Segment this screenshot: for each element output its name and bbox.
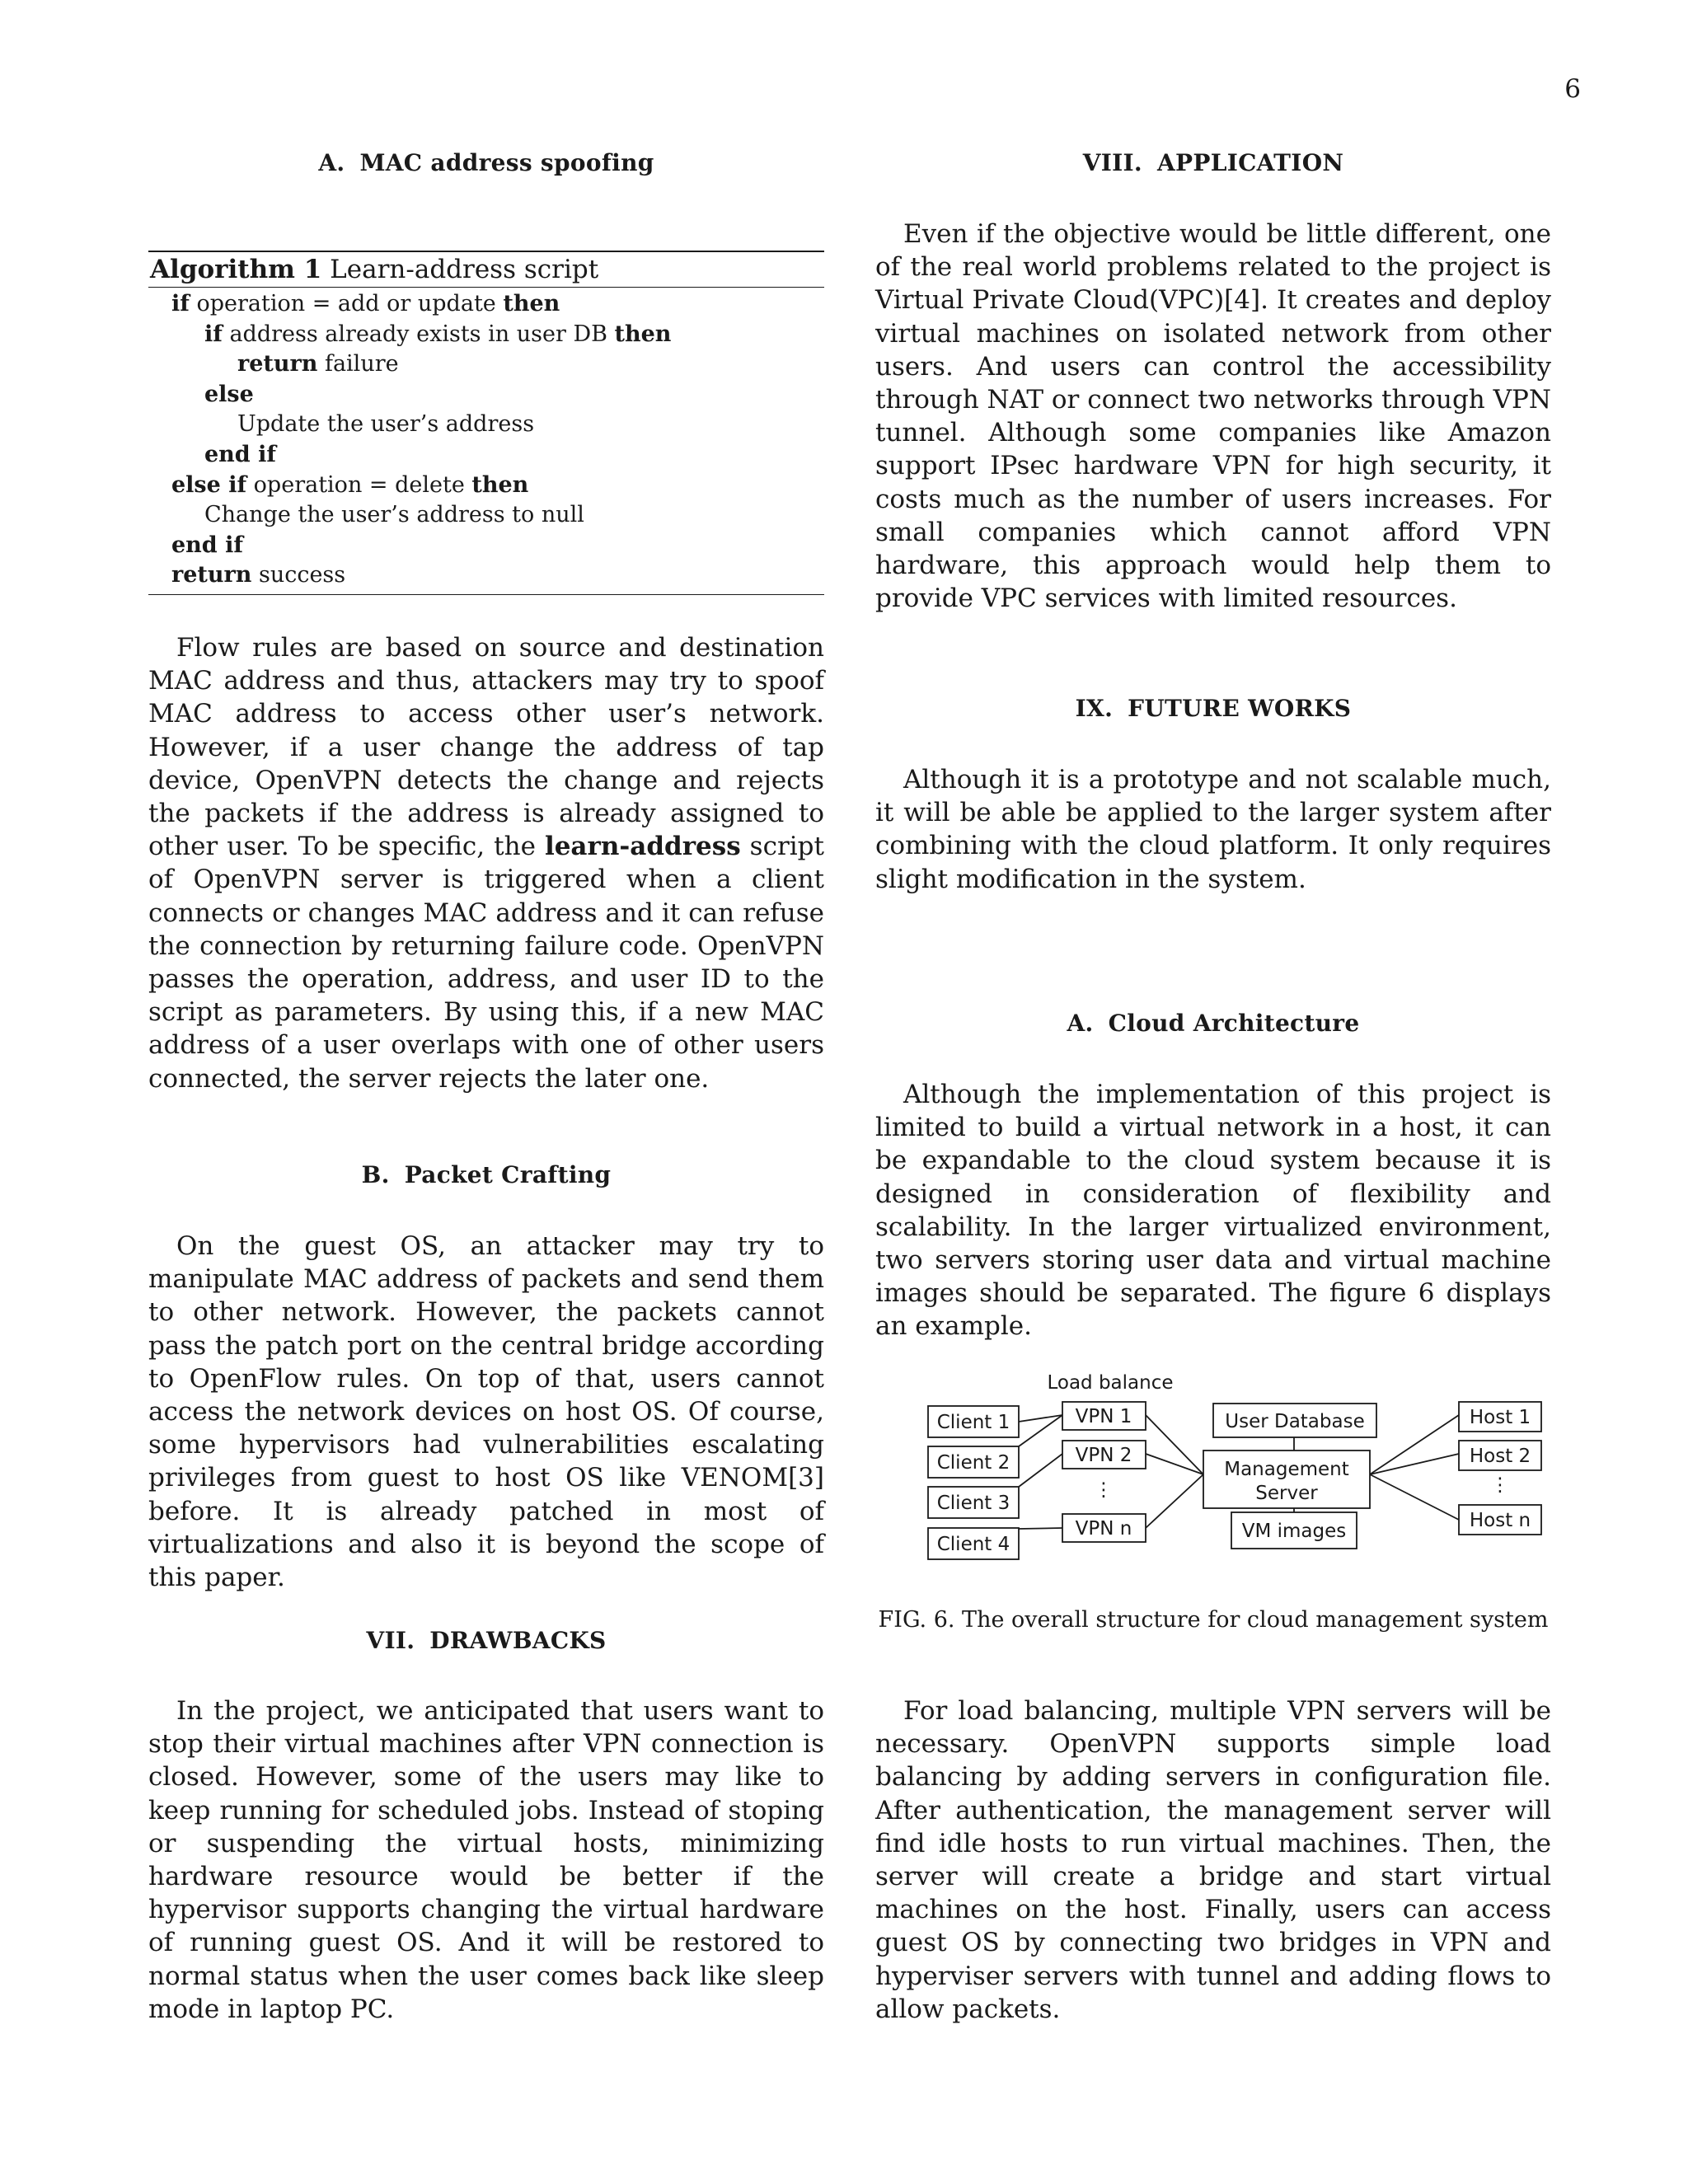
section-number: B.	[361, 1161, 390, 1188]
paragraph-future-works: Although it is a prototype and not scalable much, it will be able be applied to the larger system after combining with the cloud platform. It only requires slight modification in the system.	[875, 765, 1551, 894]
code-text: success	[251, 562, 346, 588]
vpn-ellipsis: ⋮	[1094, 1479, 1114, 1501]
algorithm-line	[148, 500, 824, 531]
keyword: else	[204, 381, 254, 407]
paragraph-text: script of OpenVPN server is triggered when a client connects or changes MAC address and it can refuse the connection by returning failure code. OpenVPN passes the operation, address, and user ID to the script as parameters. By using this, if a new MAC address of a user overlaps with one of other users connected, the server rejects the later one.	[148, 832, 824, 1094]
keyword: if	[204, 321, 223, 347]
code-text: operation = delete	[246, 471, 472, 498]
section-number: VII.	[366, 1627, 415, 1654]
paragraph-flow-rules	[148, 631, 824, 1095]
section-number: A.	[318, 149, 345, 176]
host-label: Host n	[1469, 1510, 1531, 1531]
algorithm-line	[148, 349, 824, 380]
section-heading-mac-spoofing	[148, 149, 824, 176]
algorithm-line	[148, 440, 824, 471]
keyword: then	[471, 471, 529, 498]
vm-images-label: VM images	[1241, 1521, 1347, 1542]
user-database-label: User Database	[1225, 1411, 1365, 1432]
client-label: Client 4	[936, 1534, 1010, 1555]
paragraph-text: Flow rules are based on source and destination MAC address and thus, attackers may try to spoof MAC address to access other user’s network. However, if a user change the address of tap device, OpenVPN detects the change and rejects the packets if the address is already assigned to other user. To be specific, the	[148, 633, 824, 862]
algorithm-box	[148, 251, 824, 595]
keyword: then	[614, 321, 672, 347]
management-server-label: Server	[1255, 1483, 1318, 1504]
page-number: 6	[1564, 74, 1581, 104]
paragraph-cloud-architecture: Although the implementation of this project is limited to build a virtual network in a host, it can be expandable to the cloud system because it is designed in consideration of flexibility and scalability. In the larger virtualized environment, two servers storing user data and virtual machine images should be separated. The figure 6 displays an example.	[875, 1080, 1551, 1342]
section-title: APPLICATION	[1156, 149, 1344, 176]
client-label: Client 3	[936, 1493, 1010, 1514]
algorithm-line	[148, 560, 824, 591]
code-text: Change the user’s address to null	[204, 502, 584, 528]
section-heading-application	[875, 149, 1551, 176]
keyword: else if	[171, 471, 247, 498]
keyword: end if	[204, 441, 276, 467]
cloud-management-diagram	[900, 1364, 1576, 1570]
vpn-label: VPN 1	[1075, 1406, 1132, 1427]
host-ellipsis: ⋮	[1490, 1474, 1510, 1496]
code-text: operation = add or update	[189, 291, 504, 316]
section-heading-cloud-architecture	[875, 1010, 1551, 1037]
management-server-label: Management	[1224, 1459, 1349, 1480]
host-label: Host 2	[1469, 1446, 1531, 1467]
section-title: Packet Crafting	[404, 1161, 612, 1188]
paragraph-application: Even if the objective would be little different, one of the real world problems related to the project is Virtual Private Cloud(VPC)[4]. It creates and deploy virtual machines on isolated network from other users. And users can control the accessibility through NAT or connect two networks through VPN tunnel. Although some companies like Amazon support IPsec hardware VPN for high security, it costs much as the number of users increases. For small companies which cannot afford VPN hardware, this approach would help them to provide VPC services with limited resources.	[875, 219, 1551, 614]
section-heading-packet-crafting	[148, 1161, 824, 1188]
section-heading-drawbacks	[148, 1627, 824, 1654]
algorithm-line	[148, 531, 824, 561]
client-label: Client 2	[936, 1452, 1010, 1474]
algorithm-line	[148, 320, 824, 350]
algorithm-line	[148, 471, 824, 501]
paragraph-bold-term: learn-address	[544, 832, 741, 862]
keyword: return	[171, 562, 252, 588]
code-text: address already exists in user DB	[222, 321, 615, 347]
figure-caption: FIG. 6. The overall structure for cloud management system	[878, 1607, 1549, 1633]
algorithm-line	[148, 289, 824, 320]
section-title: Cloud Architecture	[1108, 1010, 1360, 1037]
client-label: Client 1	[936, 1412, 1010, 1433]
paragraph-drawbacks: In the project, we anticipated that users want to stop their virtual machines after VPN connection is closed. However, some of the users may like to keep running for scheduled jobs. Instead of stoping or suspending the virtual hosts, minimizing hardware resource would be better if the hypervisor supports changing the virtual hardware of running guest OS. And it will be restored to normal status when the user comes back like sleep mode in laptop PC.	[148, 1696, 824, 2024]
keyword: then	[503, 291, 560, 316]
section-title: MAC address spoofing	[359, 149, 654, 176]
load-balance-label: Load balance	[1047, 1372, 1174, 1394]
host-label: Host 1	[1469, 1407, 1531, 1428]
vpn-group	[1062, 1402, 1146, 1542]
client-group	[928, 1406, 1019, 1559]
section-number: IX.	[1075, 695, 1114, 722]
vpn-label: VPN 2	[1075, 1445, 1132, 1466]
algorithm-line	[148, 410, 824, 440]
algorithm-title	[148, 252, 824, 288]
section-number: VIII.	[1082, 149, 1142, 176]
algorithm-label: Algorithm 1	[150, 255, 322, 284]
host-group	[1459, 1402, 1541, 1535]
keyword: if	[171, 291, 190, 316]
code-text: Update the user’s address	[237, 411, 535, 438]
paragraph-packet-crafting: On the guest OS, an attacker may try to manipulate MAC address of packets and send them to other network. However, the packets cannot pass the patch port on the central bridge according to OpenFlow rules. On top of that, users cannot access the network devices on host OS. Of course, some hypervisors had vulnerabilities escalating privileges from guest to host OS like VENOM[3] before. It is already patched in most of virtualizations and also it is beyond the scope of this paper.	[148, 1231, 824, 1593]
keyword: return	[237, 351, 318, 377]
keyword: end if	[171, 532, 243, 558]
section-title: DRAWBACKS	[429, 1627, 607, 1654]
section-heading-future-works	[875, 695, 1551, 722]
algorithm-name: Learn-address script	[330, 255, 599, 284]
algorithm-line	[148, 380, 824, 410]
section-title: FUTURE WORKS	[1128, 695, 1352, 722]
vpn-label: VPN n	[1075, 1518, 1132, 1540]
algorithm-body	[148, 288, 824, 594]
code-text: failure	[317, 351, 399, 377]
section-number: A.	[1067, 1010, 1094, 1037]
paragraph-load-balancing: For load balancing, multiple VPN servers will be necessary. OpenVPN supports simple load balancing by adding servers in configuration file. After authentication, the management server will find idle hosts to run virtual machines. Then, the server will create a bridge and start virtual machines on the host. Finally, users can access guest OS by connecting two bridges in VPN and hyperviser servers with tunnel and adding flows to allow packets.	[875, 1696, 1551, 2024]
